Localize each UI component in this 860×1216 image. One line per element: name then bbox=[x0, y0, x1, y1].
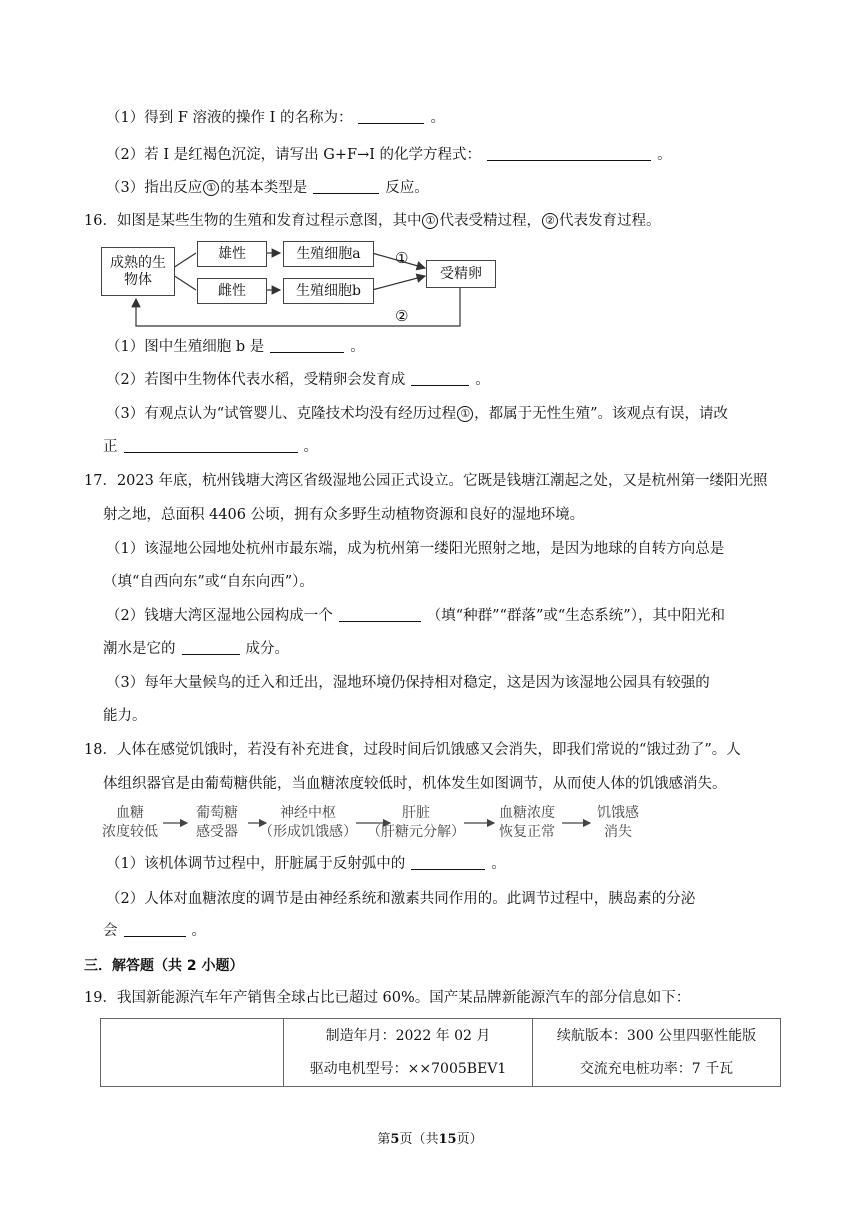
q17-stem-line2: 射之地，总面积 4406 公顷，拥有众多野生动植物资源和良好的湿地环境。 bbox=[103, 507, 585, 523]
q17-sub2: （2）钱塘大湾区湿地公园构成一个 （填“种群”“群落”或“生态系统”），其中阳光和 bbox=[106, 608, 725, 624]
q17-sub3-line2: 能力。 bbox=[103, 708, 147, 724]
answer-blank[interactable] bbox=[411, 855, 485, 870]
q16-sub1: （1）图中生殖细胞 b 是 。 bbox=[106, 339, 365, 355]
q15-sub3: （3）指出反应 ① 的基本类型是 反应。 bbox=[106, 180, 429, 196]
box-male: 雄性 bbox=[197, 241, 267, 267]
label-process-2: ② bbox=[395, 307, 409, 325]
box-female: 雌性 bbox=[197, 278, 267, 304]
circled-1-icon: ① bbox=[457, 406, 473, 422]
q15-sub2: （2）若 I 是红褐色沉淀，请写出 G+F→I 的化学方程式： 。 bbox=[106, 147, 672, 163]
box-germ-cell-b: 生殖细胞b bbox=[283, 278, 374, 304]
answer-blank[interactable] bbox=[124, 922, 186, 937]
flow-step: 神经中枢 （形成饥饿感） bbox=[259, 805, 357, 840]
q16-sub3-cont: 正 。 bbox=[103, 439, 318, 455]
flow-step: 血糖浓度 恢复正常 bbox=[499, 805, 555, 840]
q18-sub1: （1）该机体调节过程中，肝脏属于反射弧中的 。 bbox=[106, 856, 506, 872]
circled-1-icon: ① bbox=[203, 180, 219, 196]
q17-stem-line1: 17．2023 年底，杭州钱塘大湾区省级湿地公园正式设立。它既是钱塘江潮起之处，又是杭州第一缕阳光照 bbox=[84, 473, 768, 489]
table-cell: 续航版本：300 公里四驱性能版 交流充电桩功率：7 千瓦 bbox=[533, 1019, 781, 1087]
box-mature-organism: 成熟的生物体 bbox=[101, 247, 175, 296]
q15-sub1: （1）得到 F 溶液的操作 Ⅰ 的名称为： 。 bbox=[106, 110, 445, 126]
q16-stem: 16．如图是某些生物的生殖和发育过程示意图，其中 ① 代表受精过程， ② 代表发育过程。 bbox=[84, 213, 661, 229]
q18-sub2-line1: （2）人体对血糖浓度的调节是由神经系统和激素共同作用的。此调节过程中，胰岛素的分泌 bbox=[106, 891, 696, 907]
q15-sub1-text: （1）得到 F 溶液的操作 Ⅰ 的名称为： bbox=[106, 110, 353, 126]
box-zygote: 受精卵 bbox=[426, 260, 496, 288]
box-germ-cell-a: 生殖细胞a bbox=[283, 241, 374, 267]
table-cell: 制造年月：2022 年 02 月 驱动电机型号：××7005BEV1 bbox=[284, 1019, 533, 1087]
q19-stem: 19．我国新能源汽车年产销售全球占比已超过 60%。国产某品牌新能源汽车的部分信息如下： bbox=[84, 990, 691, 1006]
flow-step: 葡萄糖 感受器 bbox=[196, 805, 238, 840]
q18-stem-line2: 体组织器官是由葡萄糖供能，当血糖浓度较低时，机体发生如图调节，从而使人体的饥饿感消失。 bbox=[103, 776, 727, 792]
table-image-cell bbox=[101, 1019, 284, 1087]
q17-sub2-cont: 潮水是它的 成分。 bbox=[103, 641, 289, 657]
q18-stem-line1: 18．人体在感觉饥饿时，若没有补充进食，过段时间后饥饿感又会消失，即我们常说的“饿过劲了”。人 bbox=[84, 742, 741, 758]
label-process-1: ① bbox=[395, 249, 409, 267]
q17-sub1-line2: （填“自西向东”或“自东向西”）。 bbox=[103, 574, 314, 590]
q17-sub3-line1: （3）每年大量候鸟的迁入和迁出，湿地环境仍保持相对稳定，这是因为该湿地公园具有较强的 bbox=[106, 675, 710, 691]
section-3-heading: 三．解答题（共 2 小题） bbox=[84, 958, 244, 974]
page-footer: 第5页（共15页） bbox=[377, 1132, 483, 1147]
q18-sub2-line2: 会 。 bbox=[103, 923, 206, 939]
q15-sub2-text: （2）若 I 是红褐色沉淀，请写出 G+F→I 的化学方程式： bbox=[106, 147, 482, 163]
q17-sub1-line1: （1）该湿地公园地处杭州市最东端，成为杭州第一缕阳光照射之地，是因为地球的自转方向总是 bbox=[106, 541, 725, 557]
q16-sub2: （2）若图中生物体代表水稻，受精卵会发育成 。 bbox=[106, 372, 490, 388]
car-info-table bbox=[100, 1018, 781, 1087]
flow-step: 饥饿感 消失 bbox=[597, 805, 639, 840]
circled-1-icon: ① bbox=[422, 213, 438, 229]
circled-2-icon: ② bbox=[542, 213, 558, 229]
flow-step: 血糖 浓度较低 bbox=[102, 805, 158, 840]
flow-step: 肝脏 （肝糖元分解） bbox=[367, 805, 465, 840]
q16-sub3: （3）有观点认为“试管婴儿、克隆技术均没有经历过程 ① ，都属于无性生殖”。该观点有误，请改 bbox=[106, 406, 729, 422]
